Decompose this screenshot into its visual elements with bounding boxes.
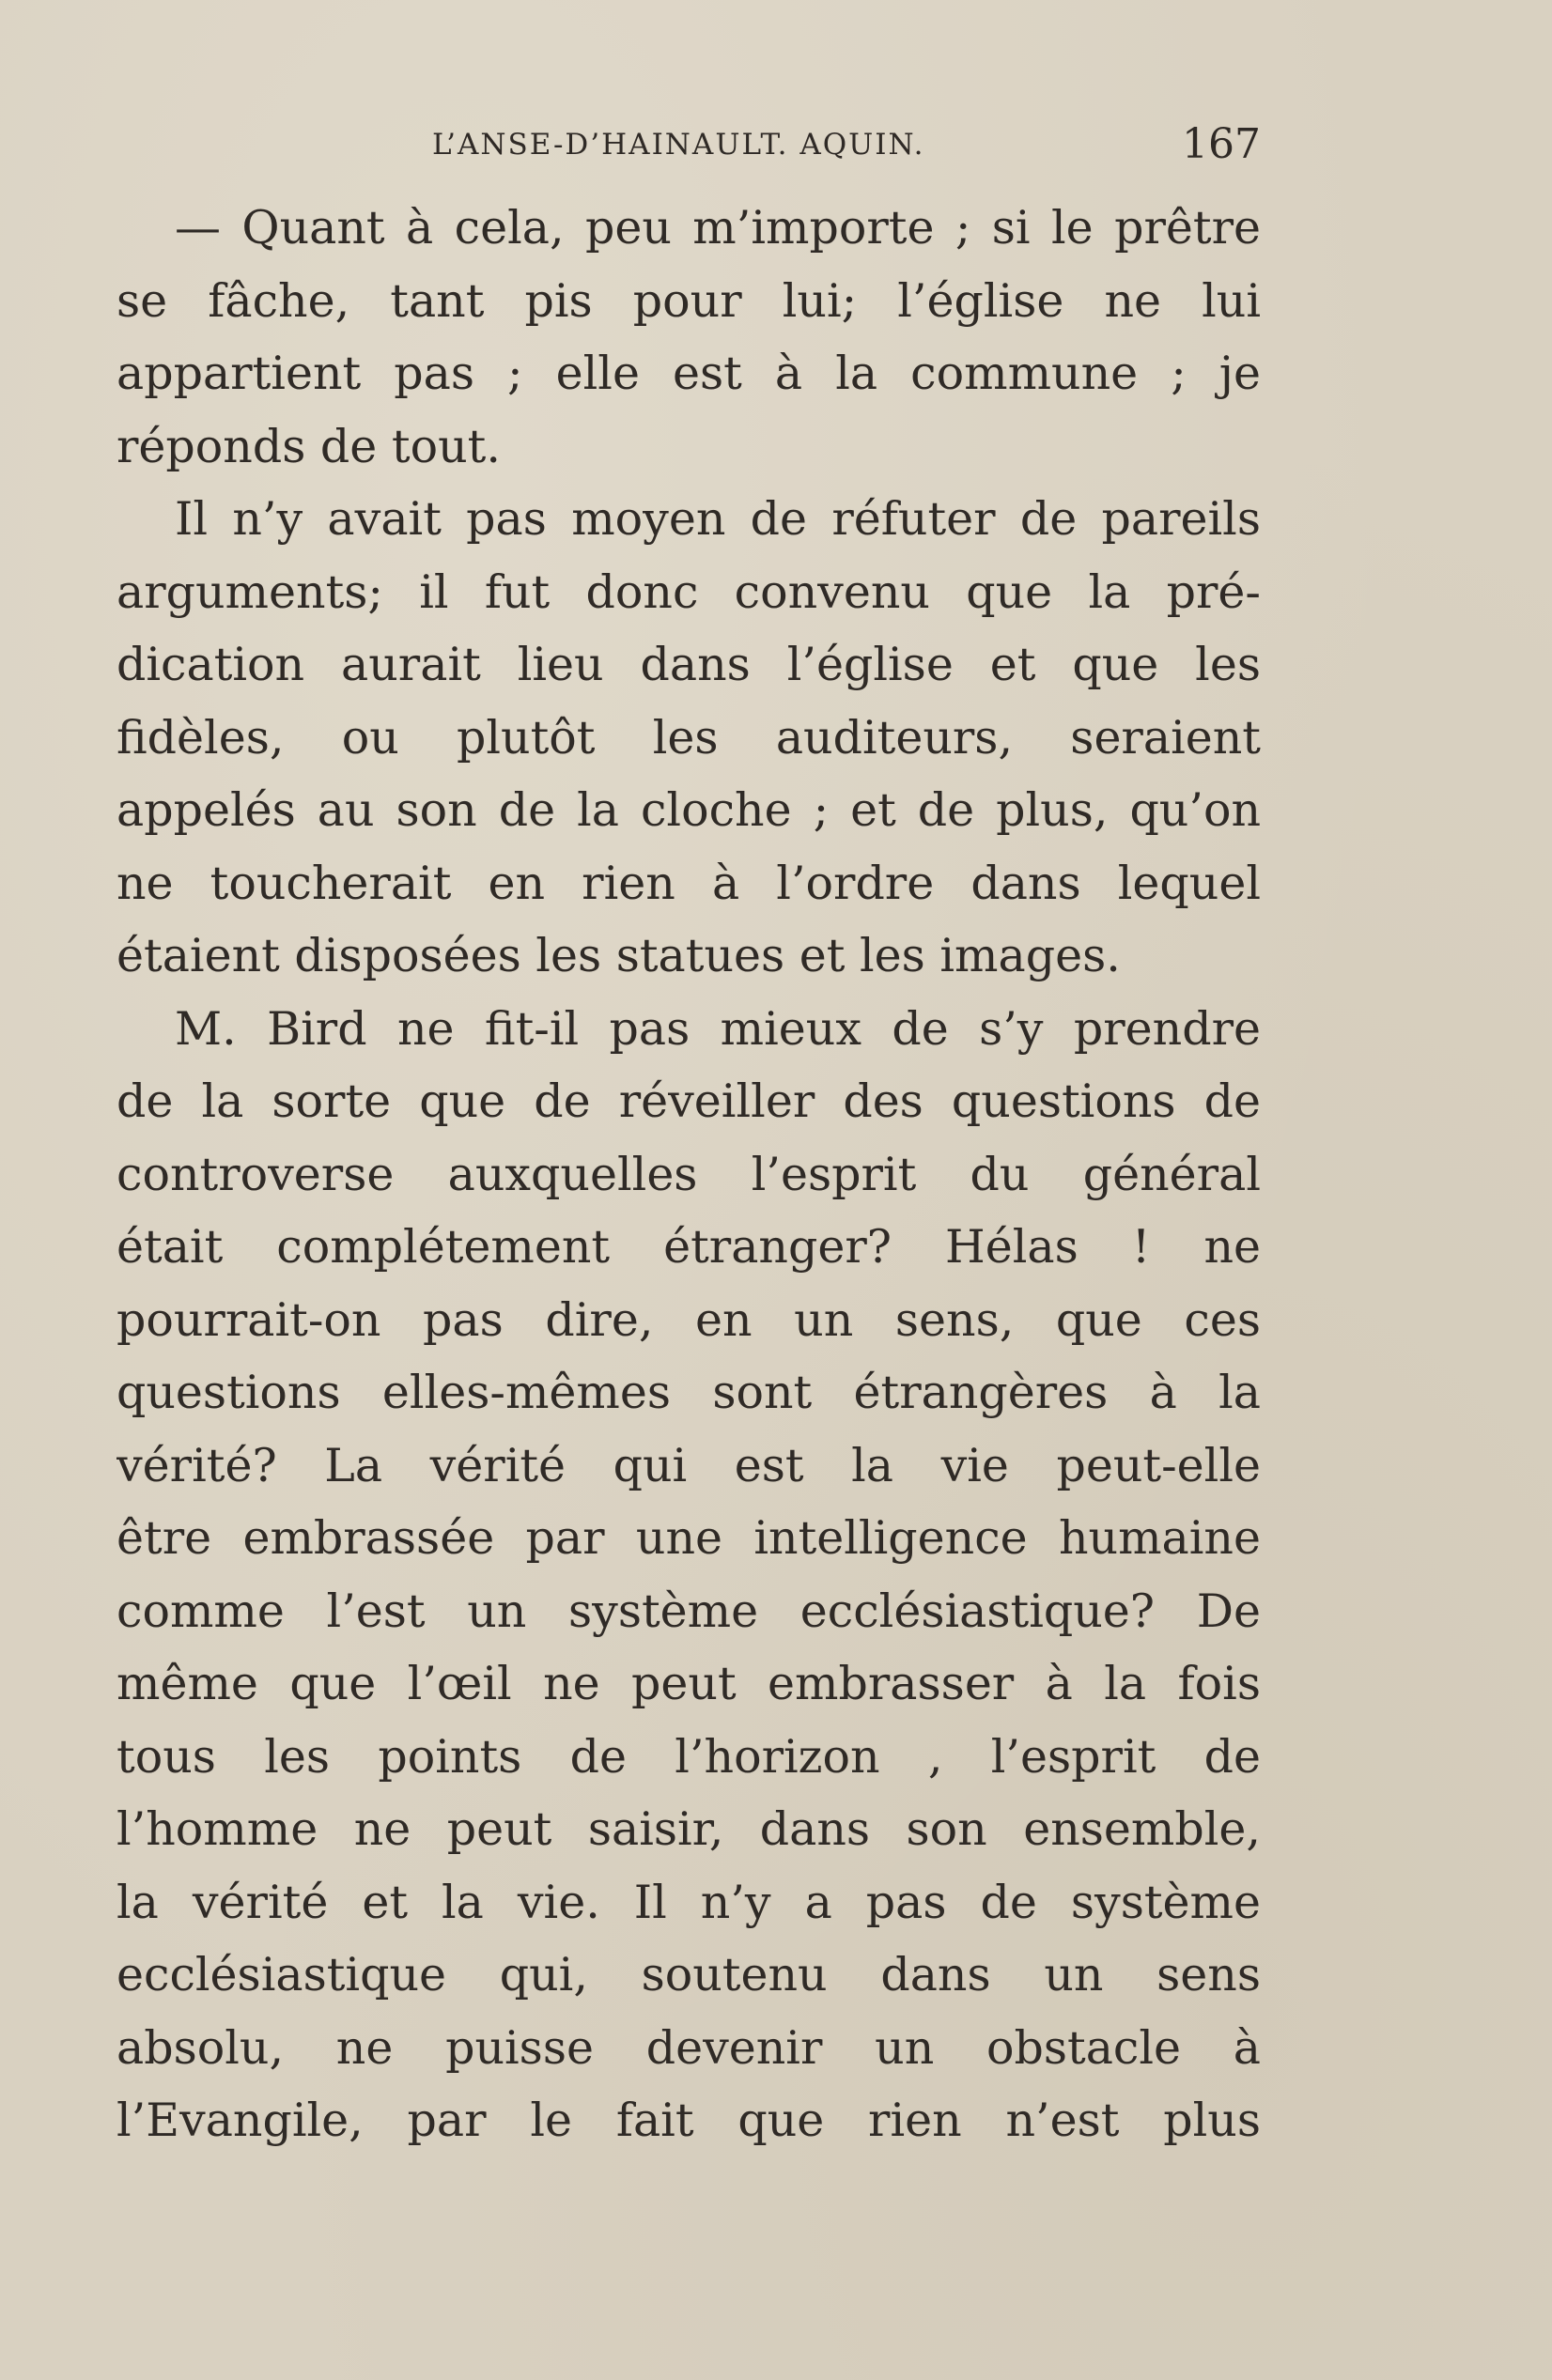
text-line: pourrait-on pas dire, en un sens, que ces: [116, 1292, 1261, 1347]
text-line: questions elles-mêmes sont étrangères à la: [116, 1366, 1261, 1419]
text-line: absolu, ne puisse devenir un obstacle à: [116, 2020, 1261, 2075]
text-line: controverse auxquelles l’esprit du général: [116, 1147, 1261, 1201]
text-line: l’Evangile, par le fait que rien n’est plus: [116, 2094, 1261, 2147]
text-line: vérité? La vérité qui est la vie peut-elle: [116, 1438, 1261, 1492]
text-line: dication aurait lieu dans l’église et que les: [116, 638, 1261, 691]
text-line: Il n’y avait pas moyen de réfuter de pareils: [175, 492, 1261, 546]
text-line: appartient pas ; elle est à la commune ; je: [116, 347, 1261, 400]
text-line: fidèles, ou plutôt les auditeurs, seraient: [116, 710, 1261, 765]
page-header: [116, 120, 1261, 177]
text-line: réponds de tout.: [116, 419, 501, 473]
running-head: L’ANSE-D’HAINAULT. AQUIN.: [432, 128, 925, 162]
page-number: 167: [1182, 120, 1261, 168]
text-line: M. Bird ne fit-il pas mieux de s’y prendre: [175, 1001, 1261, 1056]
text-line: être embrassée par une intelligence humaine: [116, 1511, 1261, 1565]
text-line: tous les points de l’horizon , l’esprit de: [116, 1729, 1261, 1784]
text-line: même que l’œil ne peut embrasser à la fois: [116, 1657, 1261, 1710]
text-line: l’homme ne peut saisir, dans son ensemble,: [116, 1802, 1261, 1856]
text-line: comme l’est un système ecclésiastique? De: [116, 1584, 1261, 1638]
text-line: appelés au son de la cloche ; et de plus, qu’on: [116, 783, 1261, 837]
text-line: se fâche, tant pis pour lui; l’église ne lui: [116, 273, 1261, 328]
text-line: était complétement étranger? Hélas ! ne: [116, 1220, 1261, 1274]
text-line: ecclésiastique qui, soutenu dans un sens: [116, 1948, 1261, 2001]
text-line: de la sorte que de réveiller des questions de: [116, 1074, 1261, 1128]
text-line: la vérité et la vie. Il n’y a pas de système: [116, 1875, 1261, 1929]
text-line: arguments; il fut donc convenu que la pré-: [116, 564, 1261, 619]
text-line: étaient disposées les statues et les images.: [116, 929, 1121, 982]
body-text: [116, 192, 1261, 2157]
text-line: — Quant à cela, peu m’importe ; si le prêtre: [175, 201, 1261, 255]
text-line: ne toucherait en rien à l’ordre dans lequel: [116, 856, 1261, 910]
